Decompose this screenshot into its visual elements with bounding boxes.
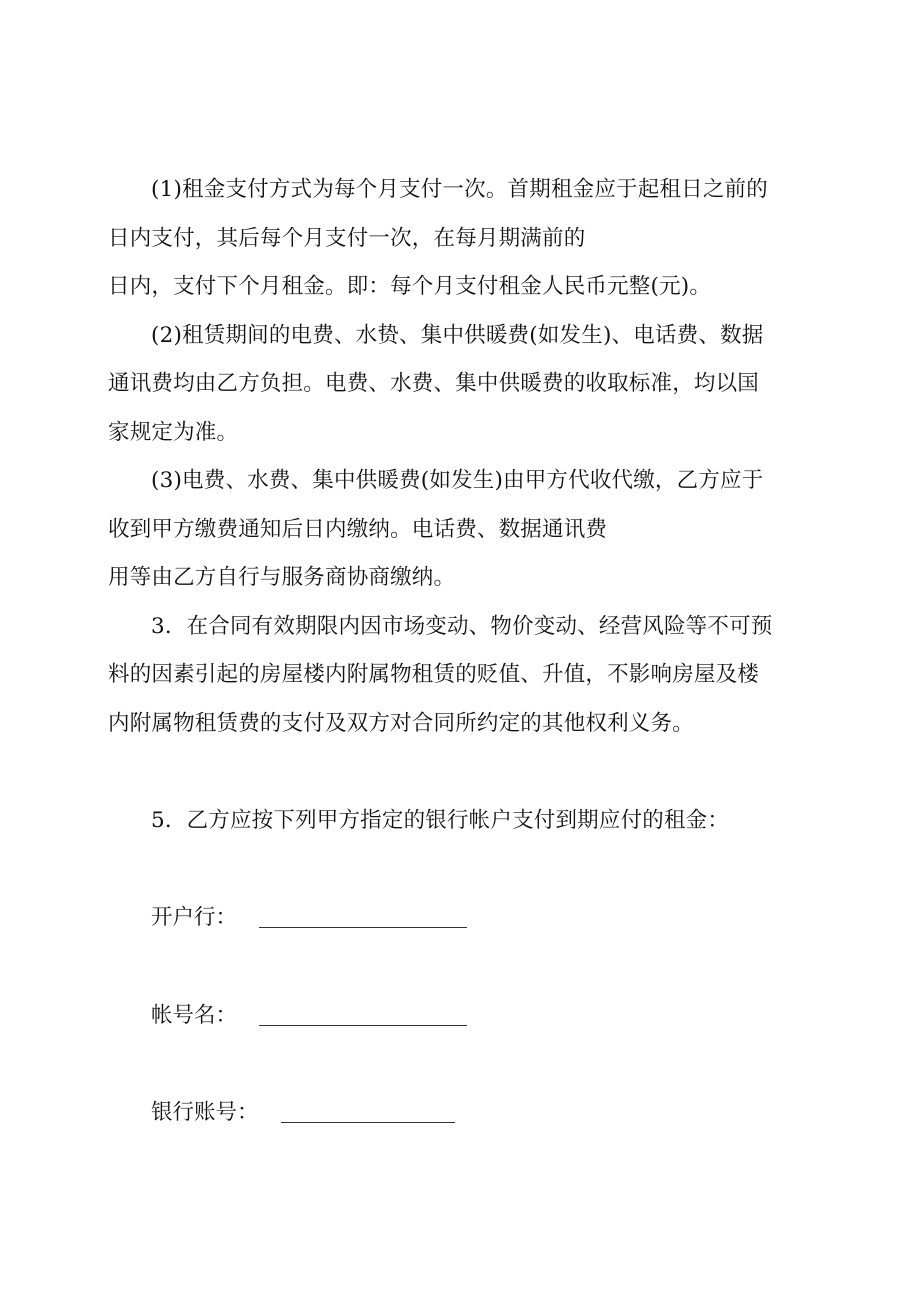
clause-3-line-3: 用等由乙方自行与服务商协商缴纳。: [108, 565, 456, 590]
account-name-field: [151, 1003, 467, 1026]
article-3-line-3: 内附属物租赁费的支付及双方对合同所约定的其他权利义务。: [108, 711, 694, 736]
account-name-blank[interactable]: [259, 1003, 467, 1026]
account-number-field: [151, 1100, 455, 1123]
bank-blank[interactable]: [259, 905, 467, 928]
clause-1-line-3: 日内，支付下个月租金。即：每个月支付租金人民币元整(元)。: [108, 274, 712, 299]
clause-1-line-1: (1)租金支付方式为每个月支付一次。首期租金应于起租日之前的: [151, 177, 768, 202]
bank-field: [151, 905, 467, 928]
clause-3-line-1: (3)电费、水费、集中供暖费(如发生)由甲方代收代缴，乙方应于: [151, 468, 764, 493]
article-3-line-1: 3．在合同有效期限内因市场变动、物价变动、经营风险等不可预: [151, 614, 773, 639]
clause-2-line-1: (2)租赁期间的电费、水贽、集中供暖费(如发生)、电话费、数据: [151, 323, 764, 348]
article-3-line-2: 料的因素引起的房屋楼内附属物租赁的贬值、升值，不影响房屋及楼: [108, 662, 760, 687]
bank-label: 开户行：: [151, 904, 238, 930]
clause-3-line-2: 收到甲方缴费通知后日内缴纳。电话费、数据通讯费: [108, 517, 608, 542]
account-number-label: 银行账号：: [151, 1099, 259, 1125]
article-5-line-1: 5．乙方应按下列甲方指定的银行帐户支付到期应付的租金：: [151, 808, 730, 833]
account-number-blank[interactable]: [281, 1100, 455, 1123]
clause-1-line-2: 日内支付，其后每个月支付一次，在每月期满前的: [108, 226, 586, 251]
clause-2-line-3: 家规定为准。: [108, 420, 239, 445]
clause-2-line-2: 通讯费均由乙方负担。电费、水费、集中供暖费的收取标准，均以国: [108, 371, 760, 396]
account-name-label: 帐号名：: [151, 1002, 238, 1028]
